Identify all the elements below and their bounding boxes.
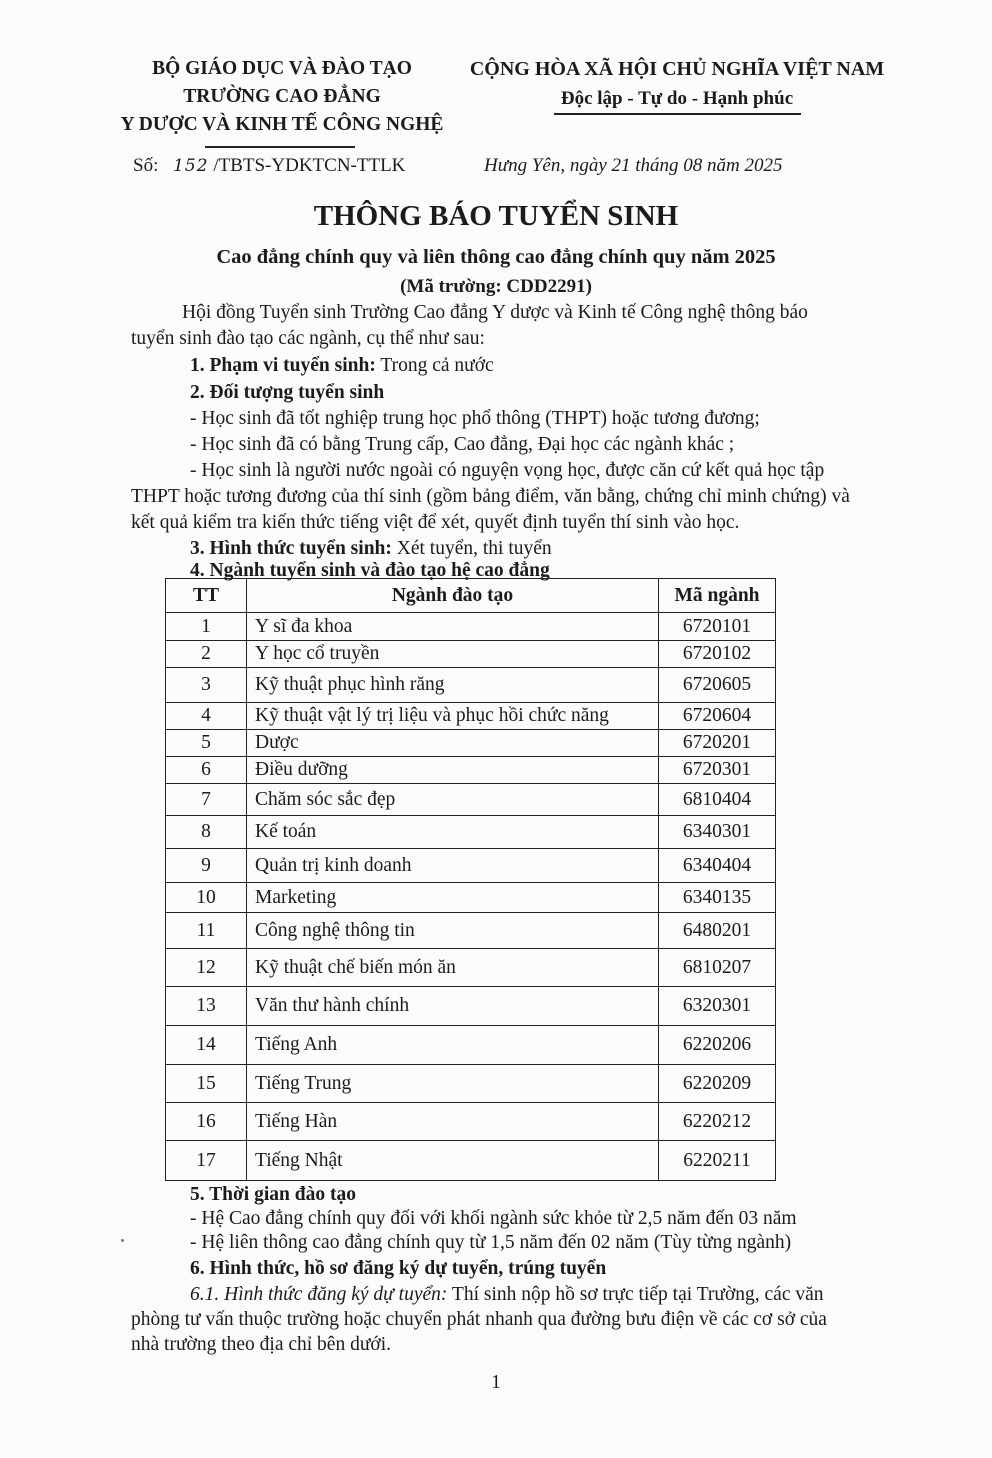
program-code: 6810404 — [659, 784, 776, 816]
section-6-1-line3: nhà trường theo địa chỉ bên dưới. — [131, 1334, 391, 1355]
country-name: CỘNG HÒA XÃ HỘI CHỦ NGHĨA VIỆT NAM — [469, 58, 885, 80]
program-name: Kỹ thuật phục hình răng — [247, 668, 659, 703]
program-code: 6220211 — [659, 1141, 776, 1181]
row-number: 14 — [166, 1026, 247, 1065]
section-2-item-3-line3: kết quả kiểm tra kiến thức tiếng việt để xét, quyết định tuyển thí sinh vào học. — [131, 512, 740, 533]
program-code: 6810207 — [659, 949, 776, 987]
program-name: Marketing — [247, 883, 659, 913]
section-5-item-1: - Hệ Cao đẳng chính quy đối với khối ngành sức khỏe từ 2,5 năm đến 03 năm — [190, 1208, 797, 1229]
section-1 — [190, 353, 494, 379]
program-name: Y sĩ đa khoa — [247, 613, 659, 641]
motto-underline — [554, 113, 801, 115]
program-name: Y học cổ truyền — [247, 641, 659, 668]
table-row — [166, 641, 776, 668]
document-number — [133, 155, 405, 177]
section-6-1-text: Thí sinh nộp hồ sơ trực tiếp tại Trường, các văn — [447, 1284, 824, 1305]
program-code: 6220212 — [659, 1103, 776, 1141]
program-code: 6480201 — [659, 913, 776, 949]
program-code: 6340301 — [659, 816, 776, 849]
program-name: Kế toán — [247, 816, 659, 849]
section-6-heading: 6. Hình thức, hồ sơ đăng ký dự tuyển, trúng tuyển — [190, 1258, 607, 1279]
program-name: Dược — [247, 730, 659, 757]
school-name-line1: TRƯỜNG CAO ĐẲNG — [183, 86, 381, 107]
row-number: 6 — [166, 757, 247, 784]
program-code: 6340135 — [659, 883, 776, 913]
row-number: 16 — [166, 1103, 247, 1141]
section-3-heading: 3. Hình thức tuyển sinh: — [190, 538, 392, 559]
program-code: 6720201 — [659, 730, 776, 757]
table-row — [166, 1141, 776, 1181]
intro-line1: Hội đồng Tuyển sinh Trường Cao đẳng Y dược và Kinh tế Công nghệ thông báo — [182, 302, 808, 323]
document-title: THÔNG BÁO TUYỂN SINH — [313, 200, 679, 232]
section-2-item-2: - Học sinh đã có bằng Trung cấp, Cao đẳng, Đại học các ngành khác ; — [190, 434, 735, 455]
table-row — [166, 1065, 776, 1103]
document-subtitle: Cao đẳng chính quy và liên thông cao đẳng chính quy năm 2025 — [216, 246, 776, 268]
table-row — [166, 730, 776, 757]
table-row — [166, 757, 776, 784]
program-name: Kỹ thuật vật lý trị liệu và phục hồi chức năng — [247, 703, 659, 730]
section-2-item-3-line1: - Học sinh là người nước ngoài có nguyện vọng học, được căn cứ kết quả học tập — [190, 460, 825, 481]
table-row — [166, 949, 776, 987]
table-row — [166, 987, 776, 1026]
section-2-item-1: - Học sinh đã tốt nghiệp trung học phổ thông (THPT) hoặc tương đương; — [190, 408, 760, 429]
program-name: Kỹ thuật chế biến món ăn — [247, 949, 659, 987]
program-name: Tiếng Nhật — [247, 1141, 659, 1181]
program-code: 6220209 — [659, 1065, 776, 1103]
table-row — [166, 1026, 776, 1065]
handwritten-number: 152 — [173, 156, 209, 176]
table-row — [166, 913, 776, 949]
section-2-item-3-line2: THPT hoặc tương đương của thí sinh (gồm bảng điểm, văn bằng, chứng chỉ minh chứng) và — [131, 486, 850, 507]
section-5-heading: 5. Thời gian đào tạo — [190, 1184, 356, 1205]
row-number: 4 — [166, 703, 247, 730]
row-number: 10 — [166, 883, 247, 913]
section-1-text: Trong cả nước — [375, 355, 494, 376]
program-name: Tiếng Trung — [247, 1065, 659, 1103]
header-tt: TT — [166, 579, 247, 613]
section-5-item-2: - Hệ liên thông cao đẳng chính quy từ 1,5 năm đến 02 năm (Tùy từng ngành) — [190, 1232, 792, 1253]
section-4-heading: 4. Ngành tuyển sinh và đào tạo hệ cao đẳng — [190, 560, 550, 581]
program-name: Điều dưỡng — [247, 757, 659, 784]
table-row — [166, 668, 776, 703]
program-code: 6720102 — [659, 641, 776, 668]
scan-speck — [121, 1239, 124, 1242]
intro-line2: tuyển sinh đào tạo các ngành, cụ thể như sau: — [131, 328, 485, 349]
row-number: 2 — [166, 641, 247, 668]
number-suffix: /TBTS-YDKTCN-TTLK — [213, 155, 406, 176]
national-motto: Độc lập - Tự do - Hạnh phúc — [560, 88, 794, 109]
table-row — [166, 703, 776, 730]
program-code: 6720604 — [659, 703, 776, 730]
table-row — [166, 816, 776, 849]
header-program: Ngành đào tạo — [247, 579, 659, 613]
section-6-1-line2: phòng tư vấn thuộc trường hoặc chuyển phát nhanh qua đường bưu điện về các cơ sở của — [131, 1309, 827, 1330]
program-name: Văn thư hành chính — [247, 987, 659, 1026]
row-number: 3 — [166, 668, 247, 703]
number-label: Số: — [133, 155, 159, 176]
row-number: 8 — [166, 816, 247, 849]
row-number: 1 — [166, 613, 247, 641]
table-header-row — [166, 579, 776, 613]
table-row — [166, 613, 776, 641]
program-code: 6320301 — [659, 987, 776, 1026]
section-6-1-label: 6.1. Hình thức đăng ký dự tuyển: — [190, 1284, 448, 1305]
section-3-text: Xét tuyển, thi tuyển — [391, 538, 552, 559]
row-number: 15 — [166, 1065, 247, 1103]
school-code: (Mã trường: CDD2291) — [400, 276, 592, 297]
row-number: 17 — [166, 1141, 247, 1181]
section-6-1-line1 — [190, 1282, 824, 1308]
row-number: 7 — [166, 784, 247, 816]
program-code: 6220206 — [659, 1026, 776, 1065]
header-code: Mã ngành — [659, 579, 776, 613]
program-code: 6720605 — [659, 668, 776, 703]
program-name: Chăm sóc sắc đẹp — [247, 784, 659, 816]
table-row — [166, 849, 776, 883]
program-name: Quản trị kinh doanh — [247, 849, 659, 883]
table-row — [166, 883, 776, 913]
programs-table — [165, 578, 776, 1181]
program-name: Tiếng Anh — [247, 1026, 659, 1065]
program-code: 6720301 — [659, 757, 776, 784]
row-number: 13 — [166, 987, 247, 1026]
section-1-heading: 1. Phạm vi tuyển sinh: — [190, 355, 376, 376]
header-left-underline — [205, 146, 355, 148]
row-number: 12 — [166, 949, 247, 987]
section-2-heading: 2. Đối tượng tuyển sinh — [190, 382, 385, 403]
ministry-name: BỘ GIÁO DỤC VÀ ĐÀO TẠO — [152, 58, 412, 79]
place-date: Hưng Yên, ngày 21 tháng 08 năm 2025 — [484, 155, 783, 176]
row-number: 5 — [166, 730, 247, 757]
program-code: 6340404 — [659, 849, 776, 883]
program-name: Công nghệ thông tin — [247, 913, 659, 949]
program-code: 6720101 — [659, 613, 776, 641]
page-number: 1 — [491, 1372, 501, 1393]
program-name: Tiếng Hàn — [247, 1103, 659, 1141]
row-number: 11 — [166, 913, 247, 949]
row-number: 9 — [166, 849, 247, 883]
school-name-line2: Y DƯỢC VÀ KINH TẾ CÔNG NGHỆ — [120, 114, 444, 135]
table-row — [166, 784, 776, 816]
table-row — [166, 1103, 776, 1141]
